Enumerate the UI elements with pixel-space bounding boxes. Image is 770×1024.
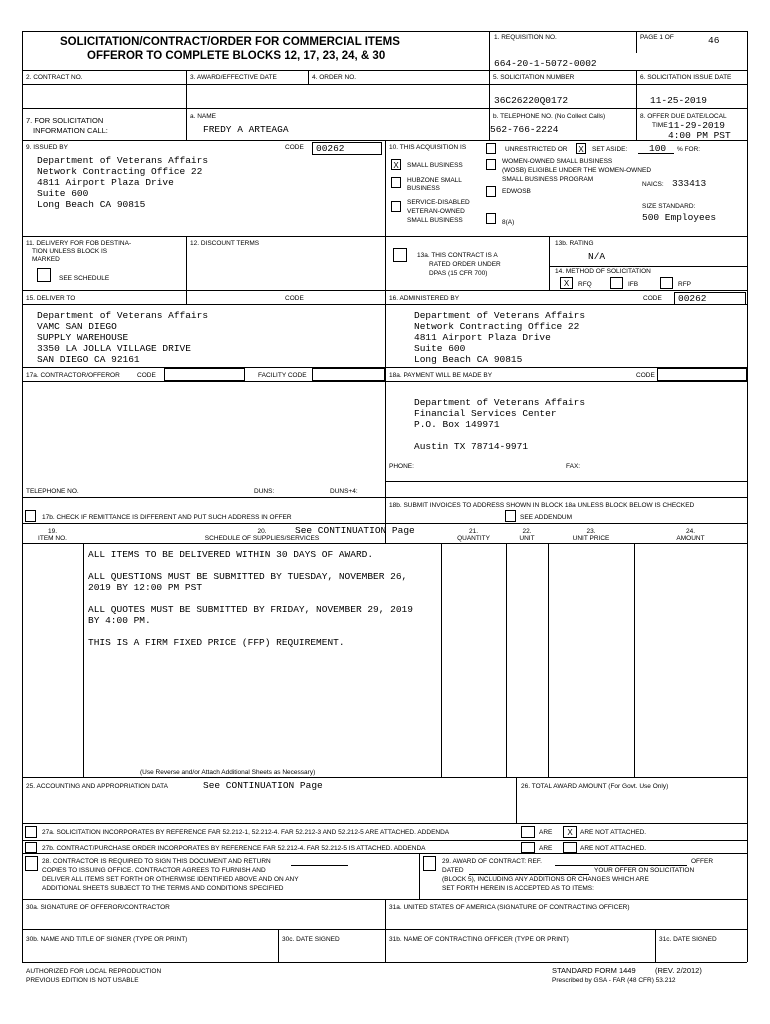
eight-a-label: 8(A) <box>502 219 515 226</box>
rated-order-checkbox[interactable] <box>393 248 407 262</box>
unrestricted-checkbox[interactable] <box>486 143 496 154</box>
page-total: 46 <box>708 35 720 46</box>
deliver-to-label: 15. DELIVER TO <box>26 295 76 302</box>
accounting-label: 25. ACCOUNTING AND APPROPRIATION DATA <box>26 783 168 790</box>
28-checkbox[interactable] <box>25 856 38 871</box>
issued-by-label: 9. ISSUED BY <box>26 144 68 151</box>
27b-checkbox[interactable] <box>25 842 37 853</box>
date-signed-30c-label: 30c. DATE SIGNED <box>282 936 340 943</box>
issued-code-value: 00262 <box>316 143 345 154</box>
remittance-label: 17b. CHECK IF REMITTANCE IS DIFFERENT AND PUT SUCH ADDRESS IN OFFER <box>42 514 292 521</box>
small-business-label: SMALL BUSINESS <box>407 162 463 169</box>
fax-label: FAX: <box>566 463 581 470</box>
rated-order-label-1: 13a. THIS CONTRACT IS A <box>417 252 498 259</box>
discount-terms-label: 12. DISCOUNT TERMS <box>190 240 260 247</box>
contractor-code-box[interactable] <box>164 368 245 381</box>
invoice-label: 18b. SUBMIT INVOICES TO ADDRESS SHOWN IN BLOCK 18a UNLESS BLOCK BELOW IS CHECKED <box>389 502 695 509</box>
see-schedule-label: SEE SCHEDULE <box>59 275 110 282</box>
27b-are-label: ARE <box>539 845 553 852</box>
offer-due-date-value[interactable]: 11-29-2019 <box>668 120 726 131</box>
solicitation-date-label: 6. SOLICITATION ISSUE DATE <box>640 74 732 81</box>
29-label-2b: YOUR OFFER ON SOLICITATION <box>594 867 695 874</box>
ifb-label: IFB <box>628 281 639 288</box>
info-call-label-1: 7. FOR SOLICITATION <box>26 116 104 125</box>
delivery-label-1: 11. DELIVERY FOR FOB DESTINA- <box>26 240 132 247</box>
hubzone-label-1: HUBZONE SMALL <box>407 177 462 184</box>
unrestricted-label: UNRESTRICTED OR <box>505 146 568 153</box>
admin-code-label: CODE <box>643 295 662 302</box>
name-signer-label: 30b. NAME AND TITLE OF SIGNER (TYPE OR PRINT) <box>26 936 188 943</box>
rating-label: 13b. RATING <box>555 240 594 247</box>
payment-address: Department of Veterans Affairs Financial Services Center P.O. Box 149971 Austin TX 78714-9971 <box>414 397 586 452</box>
requisition-label: 1. REQUISITION NO. <box>494 34 557 41</box>
schedule-see-continuation: See CONTINUATION Page <box>295 525 415 536</box>
sdvosb-label-2: VETERAN-OWNED <box>407 208 465 215</box>
telephone-no-label: TELEPHONE NO. <box>26 488 79 495</box>
phone-label: PHONE: <box>389 463 414 470</box>
footer-form-rev: (REV. 2/2012) <box>655 966 702 975</box>
col-quantity-num: 21. <box>468 528 479 535</box>
29-label-4: SET FORTH HEREIN IS ACCEPTED AS TO ITEMS: <box>442 885 594 892</box>
percent-for-label: % FOR: <box>677 146 701 153</box>
see-schedule-checkbox[interactable] <box>37 268 51 282</box>
28-label-3: DELIVER ALL ITEMS SET FORTH OR OTHERWISE IDENTIFIED ABOVE AND ON ANY <box>42 876 299 883</box>
remittance-checkbox[interactable] <box>25 510 36 522</box>
wosb-checkbox[interactable] <box>486 159 496 170</box>
col-unit-num: 22. <box>522 528 532 535</box>
total-award-label: 26. TOTAL AWARD AMOUNT (For Govt. Use Only) <box>521 783 669 790</box>
edwosb-label: EDWOSB <box>502 188 531 195</box>
28-label-4: ADDITIONAL SHEETS SUBJECT TO THE TERMS AND CONDITIONS SPECIFIED <box>42 885 284 892</box>
rfq-label: RFQ <box>578 281 592 288</box>
method-label: 14. METHOD OF SOLICITATION <box>555 268 651 275</box>
col-amount: AMOUNT <box>676 535 705 542</box>
issued-by-address: Department of Veterans Affairs Network Contracting Office 22 4811 Airport Plaza Drive Suite 600 Long Beach CA 90815 <box>37 155 209 210</box>
27a-are-not-checkbox[interactable]: X <box>563 826 577 838</box>
size-standard-label: SIZE STANDARD: <box>642 203 696 210</box>
hubzone-label-2: BUSINESS <box>407 185 440 192</box>
naics-value[interactable]: 333413 <box>672 178 707 189</box>
27a-are-not-label: ARE NOT ATTACHED. <box>580 829 647 836</box>
27b-are-not-checkbox[interactable] <box>563 842 577 853</box>
size-standard-value[interactable]: 500 Employees <box>642 212 717 223</box>
wosb-label-3: SMALL BUSINESS PROGRAM <box>502 176 594 183</box>
col-unit: UNIT <box>519 535 535 542</box>
rated-order-label-3: DPAS (15 CFR 700) <box>429 270 488 277</box>
payment-label: 18a. PAYMENT WILL BE MADE BY <box>389 372 493 379</box>
col-schedule: SCHEDULE OF SUPPLIES/SERVICES <box>204 535 320 542</box>
27b-are-not-label: ARE NOT ATTACHED. <box>580 845 647 852</box>
payment-code-label: CODE <box>636 372 655 379</box>
rfp-label: RFP <box>678 281 691 288</box>
offer-due-time-value[interactable]: 4:00 PM PST <box>668 130 731 141</box>
administered-by-address: Department of Veterans Affairs Network Contracting Office 22 4811 Airport Plaza Drive Suite 600 Long Beach CA 90815 <box>414 310 586 365</box>
date-signed-31c-label: 31c. DATE SIGNED <box>659 936 717 943</box>
sdvosb-label-1: SERVICE-DISABLED <box>407 199 470 206</box>
eight-a-checkbox[interactable] <box>486 213 496 224</box>
footer-reproduction: AUTHORIZED FOR LOCAL REPRODUCTION <box>26 968 162 975</box>
order-no-label: 4. ORDER NO. <box>312 74 357 81</box>
telephone-value[interactable]: 562-766-2224 <box>490 124 559 135</box>
27a-are-label: ARE <box>539 829 553 836</box>
col-item-no: ITEM NO. <box>38 535 67 542</box>
facility-code-box[interactable] <box>312 368 385 381</box>
acquisition-label: 10. THIS ACQUISITION IS <box>389 144 467 151</box>
27b-label: 27b. CONTRACT/PURCHASE ORDER INCORPORATES BY REFERENCE FAR 52.212-4. FAR 52.212-5 IS ATTACHED. ADDENDA <box>42 845 426 852</box>
deliver-to-address: Department of Veterans Affairs VAMC SAN DIEGO SUPPLY WAREHOUSE 3350 LA JOLLA VILLAGE DRIVE SAN DIEGO CA 92161 <box>37 310 209 365</box>
solicitation-number-label: 5. SOLICITATION NUMBER <box>493 74 575 81</box>
telephone-label: b. TELEPHONE NO. (No Collect Calls) <box>493 113 606 120</box>
schedule-body: ALL ITEMS TO BE DELIVERED WITHIN 30 DAYS OF AWARD. ALL QUESTIONS MUST BE SUBMITTED BY TUESDAY, NOVEMBER 26, 2019 BY 12:00 PM PST ALL QUOTES MUST BE SUBMITTED BY FRIDAY, NOVEMBER 29, 2019 BY 4:00 PM. THIS IS A FIRM FIXED PRICE (FFP) REQUIREMENT. <box>88 549 413 648</box>
hubzone-checkbox[interactable] <box>391 177 401 188</box>
naics-label: NAICS: <box>642 181 664 188</box>
footer-previous-edition: PREVIOUS EDITION IS NOT USABLE <box>26 977 139 984</box>
name-officer-label: 31b. NAME OF CONTRACTING OFFICER (TYPE OR PRINT) <box>389 936 569 943</box>
signature-usa-label: 31a. UNITED STATES OF AMERICA (SIGNATURE OF CONTRACTING OFFICER) <box>389 904 630 911</box>
name-label: a. NAME <box>190 113 217 120</box>
footer-form-name: STANDARD FORM 1449 <box>552 966 636 975</box>
issued-code-label: CODE <box>285 144 304 151</box>
contractor-code-label: CODE <box>137 372 156 379</box>
solicitation-date-value[interactable]: 11-25-2019 <box>650 95 708 106</box>
27a-label: 27a. SOLICITATION INCORPORATES BY REFERENCE FAR 52.212-1, 52.212-4. FAR 52.212-3 AND 52.212-5 ARE ATTACHED. ADDENDA <box>42 829 450 836</box>
form-title-line1: SOLICITATION/CONTRACT/ORDER FOR COMMERCIAL ITEMS <box>60 36 400 48</box>
duns4-label: DUNS+4: <box>330 488 358 495</box>
col-item-no-num: 19. <box>47 528 58 535</box>
footer-prescribed: Prescribed by GSA - FAR (48 CFR) 53.212 <box>552 977 676 984</box>
admin-code-value: 00262 <box>678 293 707 304</box>
set-aside-checkbox[interactable]: X <box>576 143 586 154</box>
set-aside-percent[interactable]: 100 <box>649 143 667 154</box>
edwosb-checkbox[interactable] <box>486 186 496 197</box>
see-addendum-checkbox[interactable] <box>505 510 516 522</box>
ifb-checkbox[interactable] <box>610 277 623 289</box>
offer-due-label: 8. OFFER DUE DATE/LOCAL <box>640 113 727 120</box>
signature-offeror-label: 30a. SIGNATURE OF OFFEROR/CONTRACTOR <box>26 904 170 911</box>
wosb-label-1: WOMEN-OWNED SMALL BUSINESS <box>502 158 613 165</box>
rfq-checkbox[interactable]: X <box>560 277 573 289</box>
col-schedule-num: 20. <box>257 528 267 535</box>
27a-are-checkbox[interactable] <box>521 826 535 838</box>
sdvosb-label-3: SMALL BUSINESS <box>407 217 463 224</box>
deliver-code-label: CODE <box>285 295 304 302</box>
page-label: PAGE 1 OF <box>640 34 674 41</box>
offer-due-time-label: TIME <box>652 122 668 129</box>
accounting-value[interactable]: See CONTINUATION Page <box>203 780 323 791</box>
col-unit-price: UNIT PRICE <box>572 535 610 542</box>
reverse-note: (Use Reverse and/or Attach Additional Sheets as Necessary) <box>140 769 316 776</box>
delivery-label-2: TION UNLESS BLOCK IS <box>32 248 108 255</box>
29-label-1a: 29. AWARD OF CONTRACT: REF. <box>442 858 542 865</box>
col-amount-num: 24. <box>685 528 696 535</box>
payment-code-box[interactable] <box>657 368 747 381</box>
27b-are-checkbox[interactable] <box>521 842 535 853</box>
29-label-2a: DATED <box>442 867 464 874</box>
solicitation-number-value[interactable]: 36C26220Q0172 <box>494 95 569 106</box>
29-label-3: (BLOCK 5), INCLUDING ANY ADDITIONS OR CHANGES WHICH ARE <box>442 876 649 883</box>
sdvosb-checkbox[interactable] <box>391 201 401 212</box>
28-label-2: COPIES TO ISSUING OFFICE. CONTRACTOR AGREES TO FURNISH AND <box>42 867 266 874</box>
29-label-1b: OFFER <box>691 858 714 865</box>
col-unit-price-num: 23. <box>586 528 596 535</box>
info-call-label-2: INFORMATION CALL: <box>33 126 108 135</box>
contractor-label: 17a. CONTRACTOR/OFFEROR <box>26 372 120 379</box>
small-business-checkbox[interactable]: X <box>391 159 401 170</box>
requisition-value[interactable]: 664-20-1-5072-0002 <box>494 58 597 69</box>
contract-no-label: 2. CONTRACT NO. <box>26 74 83 81</box>
wosb-label-2: (WOSB) ELIGIBLE UNDER THE WOMEN-OWNED <box>502 167 652 174</box>
28-label-1: 28. CONTRACTOR IS REQUIRED TO SIGN THIS DOCUMENT AND RETURN <box>42 858 271 865</box>
form-title-line2: OFFEROR TO COMPLETE BLOCKS 12, 17, 23, 24, & 30 <box>87 50 386 62</box>
administered-by-label: 16. ADMINISTERED BY <box>389 295 460 302</box>
see-addendum-label: SEE ADDENDUM <box>520 514 573 521</box>
delivery-label-3: MARKED <box>32 256 60 263</box>
contact-name-value[interactable]: FREDY A ARTEAGA <box>203 124 289 135</box>
29-checkbox[interactable] <box>423 856 436 871</box>
duns-label: DUNS: <box>254 488 275 495</box>
facility-code-label: FACILITY CODE <box>258 372 307 379</box>
set-aside-label: SET ASIDE: <box>592 146 628 153</box>
rated-order-label-2: RATED ORDER UNDER <box>429 261 501 268</box>
col-quantity: QUANTITY <box>457 535 490 542</box>
award-date-label: 3. AWARD/EFFECTIVE DATE <box>190 74 277 81</box>
rating-value[interactable]: N/A <box>588 251 606 262</box>
rfp-checkbox[interactable] <box>660 277 673 289</box>
27a-checkbox[interactable] <box>25 826 37 838</box>
